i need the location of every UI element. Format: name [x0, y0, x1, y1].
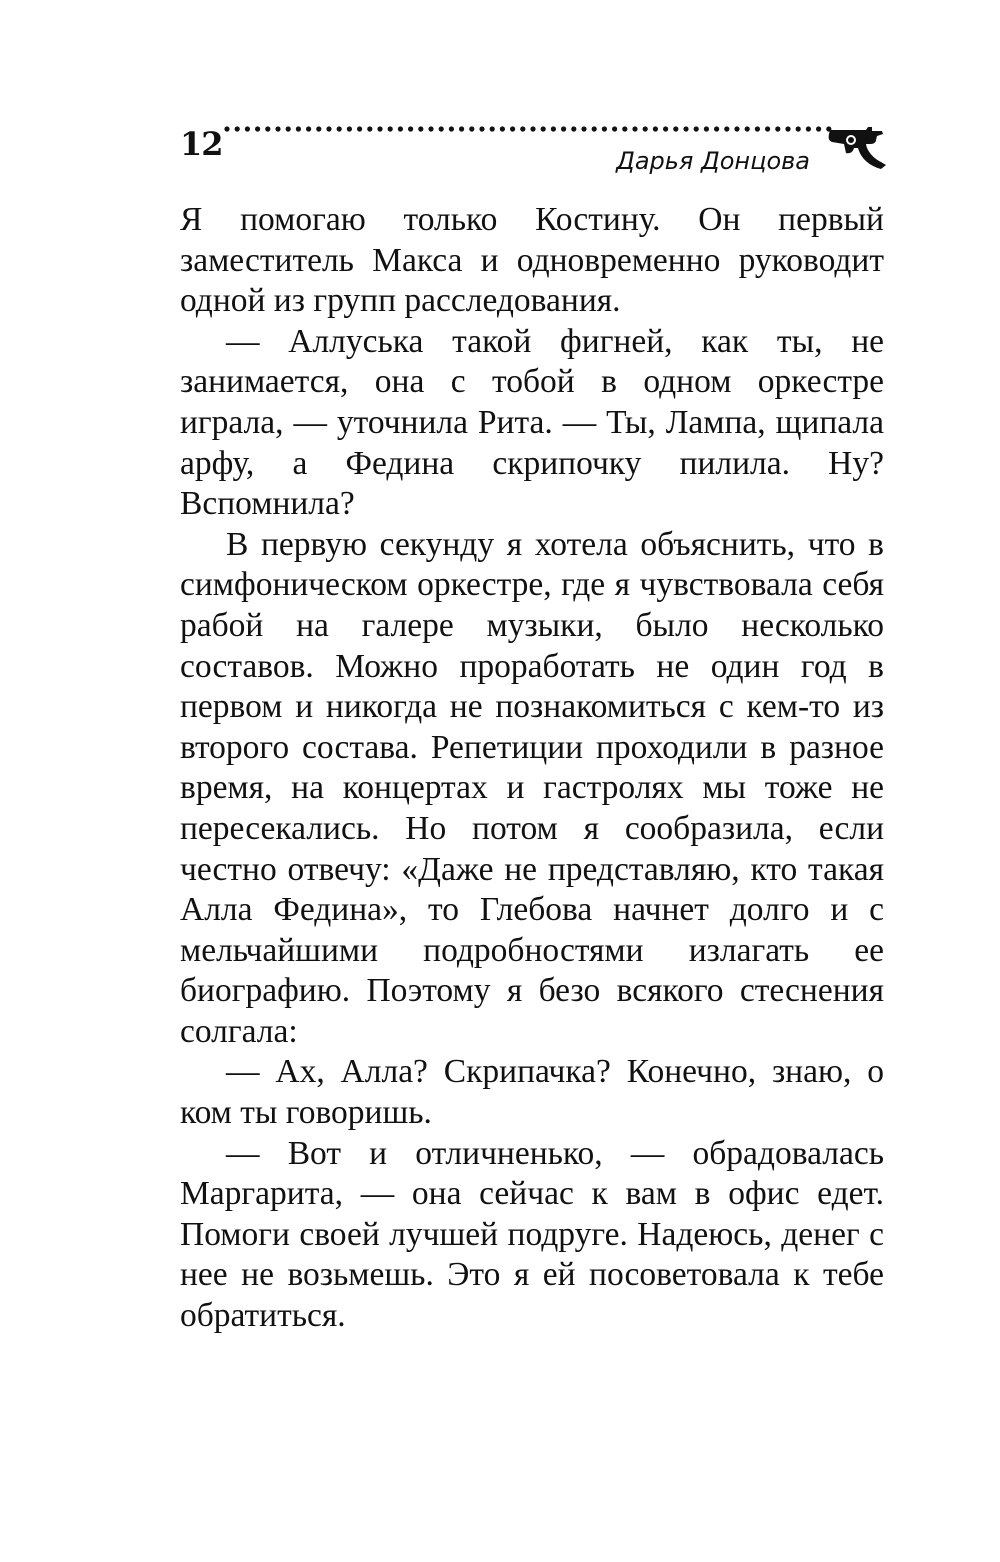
paragraph-1: Я помогаю только Костину. Он первый заместитель Макса и одновременно руководит одной из групп расследования. [180, 201, 884, 320]
running-head-author: Дарья Донцова [616, 147, 810, 175]
paragraph-2: — Аллуська такой фигней, как ты, не занимается, она с тобой в одном оркестре играла, — уточнила Рита. — Ты, Лампа, щипала арфу, а Федина скрипочку пилила. Ну? Вспомнила? [180, 322, 884, 523]
body-text [180, 200, 884, 1337]
revolver-icon [826, 124, 888, 170]
paragraph-4: — Ах, Алла? Скрипачка? Конечно, знаю, о ком ты говоришь. [180, 1053, 884, 1132]
paragraph-5: — Вот и отличненько, — обрадовалась Маргарита, — она сейчас к вам в офис едет. Помоги своей лучшей подруге. Надеюсь, денег с нее не возьмешь. Это я ей посоветовала к тебе обратиться. [180, 1134, 884, 1335]
page-number: 12 [180, 125, 223, 163]
paragraph-3: В первую секунду я хотела объяснить, что в симфоническом оркестре, где я чувствовала себя рабой на галере музыки, было несколько составов. Можно проработать не один год в первом и никогда не познакомиться с кем-то из второго состава. Репетиции проходили в разное время, на концертах и гастролях мы тоже не пересекались. Но потом я сообразила, если честно отвечу: «Даже не представляю, кто такая Алла Федина», то Глебова начнет долго и с мельчайшими подробностями излагать ее биографию. Поэтому я безо всякого стеснения солгала: [180, 525, 884, 1050]
dotted-rule [224, 123, 836, 135]
